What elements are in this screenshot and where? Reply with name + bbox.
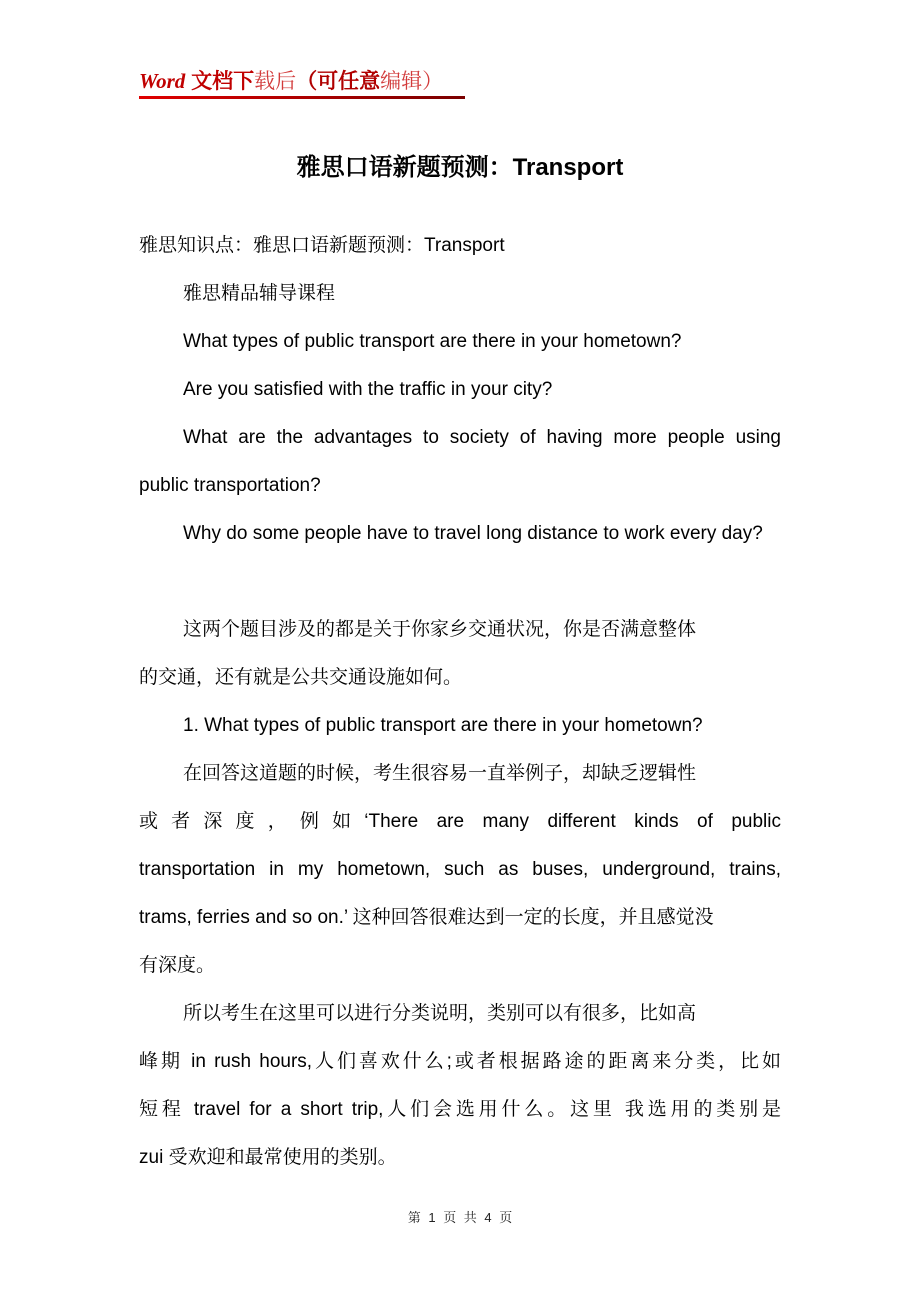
text-line: 所以考生在这里可以进行分类说明，类别可以有很多，比如高	[183, 1003, 697, 1024]
text-line: 有深度。	[139, 955, 216, 976]
banner-text: 文档下	[185, 70, 255, 93]
text-line: Why do some people have to travel long distance to work every day?	[183, 523, 763, 544]
text-line: What types of public transport are there in your hometown?	[183, 331, 682, 352]
text-line: 短程 travel for a short trip,人们会选用什么。这里 我选用的类别是	[139, 1099, 781, 1120]
download-banner	[139, 66, 465, 99]
text-line: 这两个题目涉及的都是关于你家乡交通状况，你是否满意整体	[183, 619, 697, 640]
text-line: 1. What types of public transport are there in your hometown?	[183, 715, 703, 736]
document-title: 雅思口语新题预测：Transport	[296, 154, 624, 181]
banner-text: 编辑）	[380, 70, 444, 93]
text-line: 在回答这道题的时候，考生很容易一直举例子，却缺乏逻辑性	[183, 763, 697, 784]
text-line: 峰期 in rush hours,人们喜欢什么;或者根据路途的距离来分类，比如	[139, 1051, 781, 1072]
text-line: 或者深度，例如‘There are many different kinds of public	[139, 811, 781, 832]
text-line: trams, ferries and so on.’ 这种回答很难达到一定的长度，并且感觉没	[139, 907, 714, 928]
banner-text: （可任意	[296, 70, 381, 93]
text-line: zui 受欢迎和最常使用的类别。	[139, 1147, 397, 1168]
page-footer: 第 1 页 共 4 页	[407, 1210, 513, 1225]
banner-text: 载后	[254, 70, 297, 93]
text-line: 雅思知识点：雅思口语新题预测：Transport	[139, 235, 505, 256]
text-line: What are the advantages to society of having more people using	[183, 427, 781, 448]
text-line: transportation in my hometown, such as buses, underground, trains,	[139, 859, 781, 880]
text-line: 雅思精品辅导课程	[183, 283, 336, 304]
text-line: Are you satisfied with the traffic in your city?	[183, 379, 553, 400]
text-line: 的交通，还有就是公共交通设施如何。	[139, 667, 463, 688]
banner-word: Word	[139, 69, 186, 93]
text-line: public transportation?	[139, 475, 321, 496]
